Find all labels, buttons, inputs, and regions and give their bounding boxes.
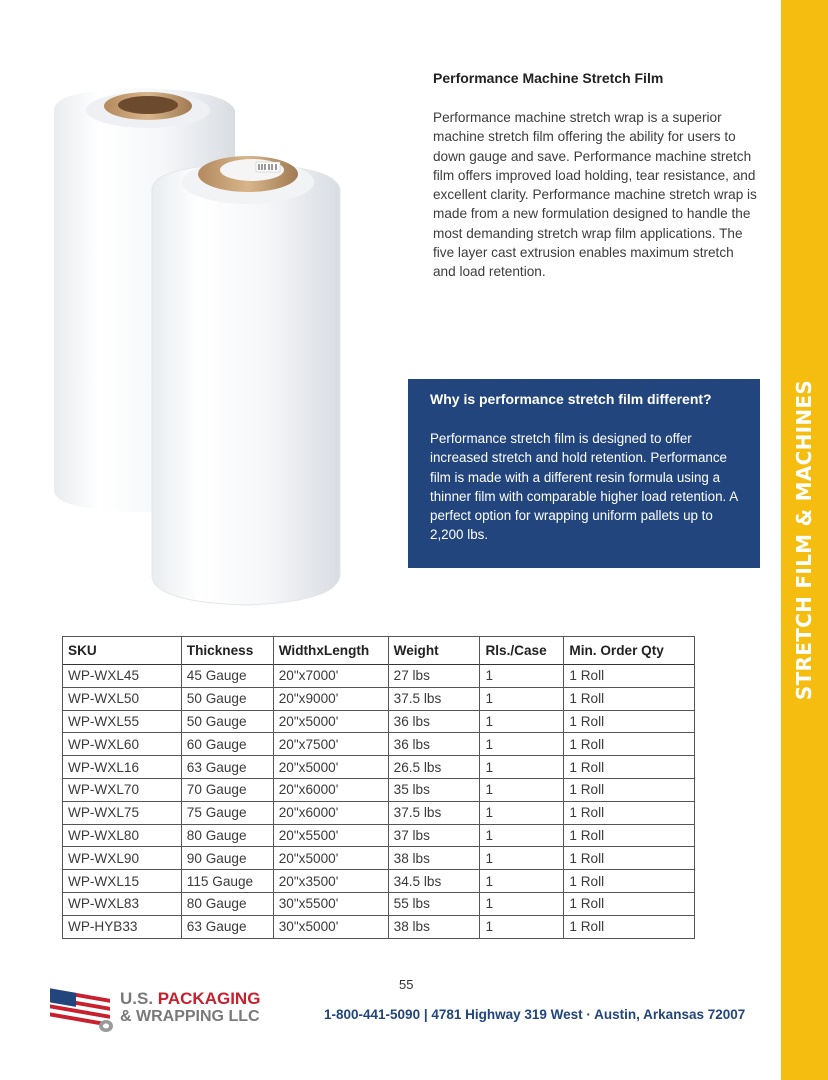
header-sku: SKU xyxy=(63,637,182,665)
cell-min-order-qty: 1 Roll xyxy=(564,733,695,756)
logo-text-line2: & WRAPPING LLC xyxy=(120,1008,260,1025)
cell-rolls-per-case: 1 xyxy=(480,824,564,847)
cell-sku: WP-WXL55 xyxy=(63,710,182,733)
product-description: Performance machine stretch wrap is a superior machine stretch film offering the ability for users to down gauge and save. Performance machine stretch film offers improved load holding, tear resistance, and excellent clarity. Performance machine stretch wrap is made from a new formulation designed to handle the most demanding stretch wrap film applications. The five layer cast extrusion enables maximum stretch and load retention. xyxy=(433,110,757,280)
logo-text-packaging: PACKAGING xyxy=(157,989,261,1008)
cell-sku: WP-WXL15 xyxy=(63,870,182,893)
table-row xyxy=(63,892,695,915)
cell-rolls-per-case: 1 xyxy=(480,892,564,915)
cell-width-length: 20"x7500' xyxy=(273,733,388,756)
table-row xyxy=(63,665,695,688)
cell-sku: WP-WXL16 xyxy=(63,756,182,779)
cell-rolls-per-case: 1 xyxy=(480,778,564,801)
cell-rolls-per-case: 1 xyxy=(480,710,564,733)
cell-sku: WP-WXL60 xyxy=(63,733,182,756)
cell-thickness: 80 Gauge xyxy=(181,824,273,847)
table-row xyxy=(63,687,695,710)
cell-weight: 34.5 lbs xyxy=(388,870,480,893)
cell-min-order-qty: 1 Roll xyxy=(564,665,695,688)
cell-min-order-qty: 1 Roll xyxy=(564,892,695,915)
cell-width-length: 20"x5000' xyxy=(273,847,388,870)
logo-text-line1 xyxy=(120,989,260,1009)
cell-min-order-qty: 1 Roll xyxy=(564,870,695,893)
table-row xyxy=(63,801,695,824)
callout-box xyxy=(408,379,760,568)
cell-thickness: 70 Gauge xyxy=(181,778,273,801)
cell-width-length: 30"x5000' xyxy=(273,915,388,938)
cell-width-length: 30"x5500' xyxy=(273,892,388,915)
cell-min-order-qty: 1 Roll xyxy=(564,687,695,710)
cell-thickness: 90 Gauge xyxy=(181,847,273,870)
table-row xyxy=(63,847,695,870)
cell-rolls-per-case: 1 xyxy=(480,801,564,824)
cell-rolls-per-case: 1 xyxy=(480,870,564,893)
cell-rolls-per-case: 1 xyxy=(480,847,564,870)
cell-thickness: 63 Gauge xyxy=(181,915,273,938)
cell-sku: WP-WXL90 xyxy=(63,847,182,870)
cell-width-length: 20"x7000' xyxy=(273,665,388,688)
cell-weight: 36 lbs xyxy=(388,710,480,733)
cell-rolls-per-case: 1 xyxy=(480,756,564,779)
spec-table xyxy=(62,636,695,939)
header-thickness: Thickness xyxy=(181,637,273,665)
cell-weight: 35 lbs xyxy=(388,778,480,801)
cell-sku: WP-WXL80 xyxy=(63,824,182,847)
cell-sku: WP-WXL50 xyxy=(63,687,182,710)
table-row xyxy=(63,870,695,893)
cell-width-length: 20"x6000' xyxy=(273,801,388,824)
cell-thickness: 50 Gauge xyxy=(181,710,273,733)
table-row xyxy=(63,824,695,847)
cell-weight: 36 lbs xyxy=(388,733,480,756)
header-rolls-per-case: Rls./Case xyxy=(480,637,564,665)
logo-text-us: U.S. xyxy=(120,989,158,1008)
cell-width-length: 20"x5500' xyxy=(273,824,388,847)
cell-thickness: 115 Gauge xyxy=(181,870,273,893)
cell-min-order-qty: 1 Roll xyxy=(564,824,695,847)
header-min-order-qty: Min. Order Qty xyxy=(564,637,695,665)
cell-thickness: 60 Gauge xyxy=(181,733,273,756)
flag-roll-icon xyxy=(48,986,118,1034)
table-row xyxy=(63,710,695,733)
cell-sku: WP-WXL70 xyxy=(63,778,182,801)
cell-weight: 55 lbs xyxy=(388,892,480,915)
cell-rolls-per-case: 1 xyxy=(480,915,564,938)
cell-rolls-per-case: 1 xyxy=(480,665,564,688)
table-row xyxy=(63,778,695,801)
cell-thickness: 80 Gauge xyxy=(181,892,273,915)
cell-min-order-qty: 1 Roll xyxy=(564,847,695,870)
stretch-film-rolls-image xyxy=(40,70,380,615)
cell-width-length: 20"x6000' xyxy=(273,778,388,801)
cell-width-length: 20"x5000' xyxy=(273,710,388,733)
cell-sku: WP-WXL83 xyxy=(63,892,182,915)
table-row xyxy=(63,915,695,938)
cell-thickness: 75 Gauge xyxy=(181,801,273,824)
cell-sku: WP-WXL45 xyxy=(63,665,182,688)
header-width-length: WidthxLength xyxy=(273,637,388,665)
cell-width-length: 20"x5000' xyxy=(273,756,388,779)
cell-min-order-qty: 1 Roll xyxy=(564,915,695,938)
footer-contact: 1-800-441-5090 | 4781 Highway 319 West · Austin, Arkansas 72007 xyxy=(324,1007,746,1022)
cell-rolls-per-case: 1 xyxy=(480,733,564,756)
cell-width-length: 20"x3500' xyxy=(273,870,388,893)
cell-min-order-qty: 1 Roll xyxy=(564,756,695,779)
cell-min-order-qty: 1 Roll xyxy=(564,801,695,824)
company-logo xyxy=(48,986,278,1034)
cell-weight: 38 lbs xyxy=(388,915,480,938)
cell-width-length: 20"x9000' xyxy=(273,687,388,710)
callout-body: Performance stretch film is designed to offer increased stretch and hold retention. Performance film is made with a different resin formula using a thinner film with comparable higher load retention. A perfect option for wrapping uniform pallets up to 2,200 lbs. xyxy=(430,431,738,543)
cell-min-order-qty: 1 Roll xyxy=(564,710,695,733)
table-row xyxy=(63,756,695,779)
cell-weight: 38 lbs xyxy=(388,847,480,870)
cell-weight: 37.5 lbs xyxy=(388,687,480,710)
cell-weight: 26.5 lbs xyxy=(388,756,480,779)
cell-weight: 37 lbs xyxy=(388,824,480,847)
table-row xyxy=(63,733,695,756)
cell-sku: WP-HYB33 xyxy=(63,915,182,938)
table-header-row xyxy=(63,637,695,665)
cell-thickness: 45 Gauge xyxy=(181,665,273,688)
cell-rolls-per-case: 1 xyxy=(480,687,564,710)
cell-weight: 37.5 lbs xyxy=(388,801,480,824)
side-tab-label: STRETCH FILM & MACHINES xyxy=(792,379,816,701)
product-title: Performance Machine Stretch Film xyxy=(433,70,664,86)
callout-title: Why is performance stretch film different? xyxy=(430,391,712,407)
cell-thickness: 50 Gauge xyxy=(181,687,273,710)
page-number: 55 xyxy=(399,977,414,992)
cell-sku: WP-WXL75 xyxy=(63,801,182,824)
cell-thickness: 63 Gauge xyxy=(181,756,273,779)
cell-min-order-qty: 1 Roll xyxy=(564,778,695,801)
header-weight: Weight xyxy=(388,637,480,665)
cell-weight: 27 lbs xyxy=(388,665,480,688)
